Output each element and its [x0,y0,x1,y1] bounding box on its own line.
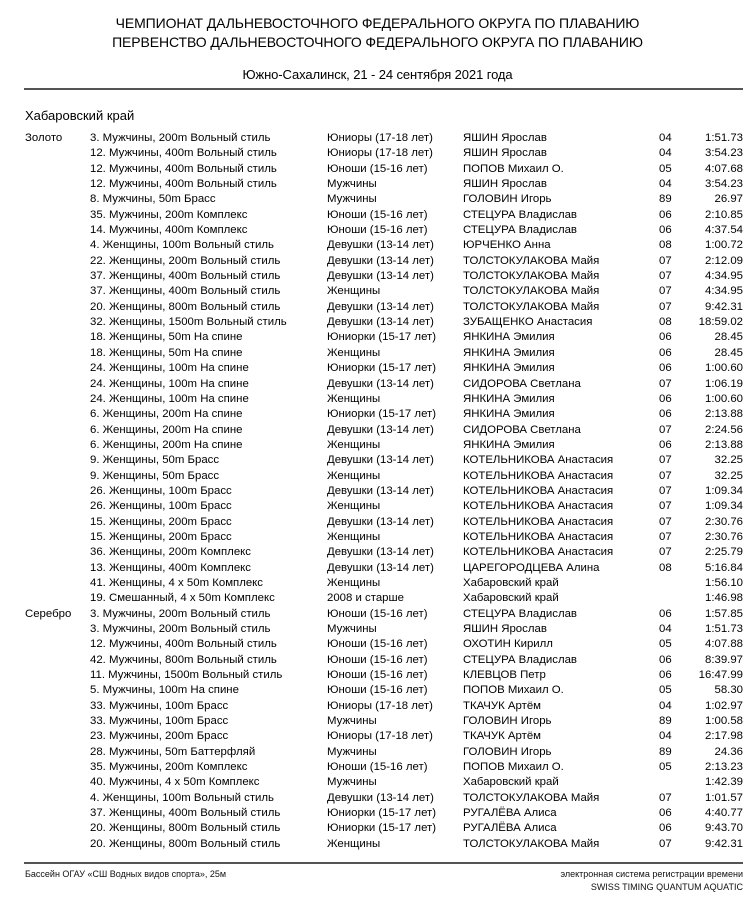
result-time: 9:43.70 [704,822,743,835]
result-row [0,637,755,652]
age-category: Девушки (13-14 лет) [327,484,434,497]
result-time: 1:01.57 [704,791,743,804]
age-category: Юноши (15-16 лет) [327,208,428,221]
result-row [0,561,755,576]
result-time: 1:51.73 [704,132,743,144]
result-row [0,469,755,484]
athlete-name: КОТЕЛЬНИКОВА Анастасия [463,500,614,513]
result-time: 5:16.84 [704,561,743,574]
birth-year: 07 [659,300,672,313]
result-time: 2:13.88 [704,408,743,421]
footer-divider [24,862,743,864]
result-row [0,714,755,729]
age-category: Юниорки (15-17 лет) [327,408,437,421]
athlete-name: ТКАЧУК Артём [463,699,541,712]
event-name: 26. Женщины, 100m Брасс [90,484,232,497]
result-row [0,775,755,790]
event-name: 40. Мужчины, 4 x 50m Комплекс [90,776,260,789]
result-time: 18:59.02 [698,316,743,329]
athlete-name: СТЕЦУРА Владислав [463,224,577,237]
athlete-name: КОТЕЛЬНИКОВА Анастасия [463,454,614,467]
event-name: 32. Женщины, 1500m Вольный стиль [90,316,287,329]
age-category: Девушки (13-14 лет) [327,791,434,804]
result-time: 1:46.98 [704,592,743,605]
birth-year: 07 [659,423,672,436]
birth-year: 07 [659,837,672,850]
result-time: 8:39.97 [704,653,743,666]
result-row [0,760,755,775]
result-row [0,453,755,468]
birth-year: 04 [659,623,672,635]
event-name: 18. Женщины, 50m На спине [90,346,243,359]
event-name: 15. Женщины, 200m Брасс [90,515,232,528]
age-category: Женщины [327,576,381,589]
age-category: Женщины [327,500,381,513]
athlete-name: ПОПОВ Михаил О. [463,162,564,175]
result-row [0,330,755,345]
athlete-name: ЮРЧЕНКО Анна [463,239,551,252]
event-name: 37. Женщины, 400m Вольный стиль [90,807,281,820]
results-list [0,131,755,852]
header-divider [24,88,743,90]
result-row [0,837,755,852]
event-name: 4. Женщины, 100m Вольный стиль [90,791,274,804]
result-row [0,515,755,530]
result-row [0,729,755,744]
event-name: 11. Мужчины, 1500m Вольный стиль [90,669,283,682]
result-row [0,668,755,683]
result-row [0,223,755,238]
result-row [0,192,755,207]
age-category: Девушки (13-14 лет) [327,423,434,436]
birth-year: 89 [659,745,672,758]
athlete-name: КОТЕЛЬНИКОВА Анастасия [463,484,614,497]
birth-year: 04 [659,147,672,160]
result-time: 1:02.97 [704,699,743,712]
event-name: 8. Мужчины, 50m Брасс [90,193,216,206]
result-time: 58.30 [714,684,743,697]
result-row [0,545,755,560]
age-category: Юниоры (17-18 лет) [327,730,433,743]
region-heading: Хабаровский край [25,108,135,123]
age-category: 2008 и старше [327,592,404,605]
birth-year: 07 [659,454,672,467]
result-time: 4:34.95 [704,270,743,283]
birth-year: 04 [659,699,672,712]
result-row [0,484,755,499]
athlete-name: ГОЛОВИН Игорь [463,193,552,206]
result-time: 1:56.10 [704,576,743,589]
result-time: 32.25 [714,454,743,467]
athlete-name: РУГАЛЁВА Алиса [463,807,557,820]
result-row [0,745,755,760]
event-name: 36. Женщины, 200m Комплекс [90,546,251,559]
result-time: 4:07.68 [704,162,743,175]
age-category: Юноши (15-16 лет) [327,684,428,697]
event-name: 6. Женщины, 200m На спине [90,423,243,436]
birth-year: 07 [659,469,672,482]
age-category: Женщины [327,469,381,482]
birth-year: 04 [659,132,672,144]
birth-year: 07 [659,254,672,267]
athlete-name: СИДОРОВА Светлана [463,423,581,436]
result-row [0,377,755,392]
athlete-name: ГОЛОВИН Игорь [463,715,552,728]
athlete-name: ЯШИН Ярослав [463,178,547,191]
result-row [0,499,755,514]
birth-year: 07 [659,270,672,283]
age-category: Женщины [327,837,381,850]
result-time: 1:09.34 [704,484,743,497]
result-row [0,315,755,330]
result-row [0,269,755,284]
birth-year: 07 [659,285,672,298]
birth-year: 07 [659,377,672,390]
age-category: Юноши (15-16 лет) [327,669,428,682]
athlete-name: ТКАЧУК Артём [463,730,541,743]
result-row [0,254,755,269]
event-name: 4. Женщины, 100m Вольный стиль [90,239,274,252]
birth-year: 07 [659,484,672,497]
event-name: 20. Женщины, 800m Вольный стиль [90,837,281,850]
birth-year: 05 [659,761,672,774]
age-category: Юноши (15-16 лет) [327,761,428,774]
junior-championship-title: ПЕРВЕНСТВО ДАЛЬНЕВОСТОЧНОГО ФЕДЕРАЛЬНОГО ОКРУГА ПО ПЛАВАНИЮ [112,34,643,50]
age-category: Женщины [327,392,381,405]
birth-year: 06 [659,408,672,421]
event-name: 5. Мужчины, 100m На спине [90,684,239,697]
result-time: 1:00.58 [704,715,743,728]
athlete-name: СИДОРОВА Светлана [463,377,581,390]
result-time: 28.45 [714,346,743,359]
birth-year: 89 [659,715,672,728]
result-time: 2:30.76 [704,530,743,543]
athlete-name: ОХОТИН Кирилл [463,638,553,651]
athlete-name: ЯНКИНА Эмилия [463,346,555,359]
athlete-name: КОТЕЛЬНИКОВА Анастасия [463,515,614,528]
result-time: 9:42.31 [704,837,743,850]
athlete-name: ЗУБАЩЕНКО Анастасия [463,316,593,329]
age-category: Юноши (15-16 лет) [327,162,428,175]
event-name: 28. Мужчины, 50m Баттерфляй [90,745,256,758]
birth-year: 06 [659,669,672,682]
athlete-name: ТОЛСТОКУЛАКОВА Майя [463,300,600,313]
result-row [0,177,755,192]
result-row [0,407,755,422]
result-row [0,576,755,591]
birth-year: 89 [659,193,672,206]
birth-year: 08 [659,316,672,329]
birth-year: 05 [659,162,672,175]
athlete-name: ПОПОВ Михаил О. [463,684,564,697]
event-name: 37. Женщины, 400m Вольный стиль [90,270,281,283]
age-category: Мужчины [327,776,377,789]
athlete-name: КОТЕЛЬНИКОВА Анастасия [463,469,614,482]
result-time: 2:17.98 [704,730,743,743]
event-name: 41. Женщины, 4 x 50m Комплекс [90,576,263,589]
event-name: 13. Женщины, 400m Комплекс [90,561,251,574]
athlete-name: ЯНКИНА Эмилия [463,408,555,421]
event-name: 23. Мужчины, 200m Брасс [90,730,229,743]
birth-year: 06 [659,224,672,237]
result-row [0,423,755,438]
event-name: 24. Женщины, 100m На спине [90,362,249,375]
athlete-name: ГОЛОВИН Игорь [463,745,552,758]
age-category: Юниоры (17-18 лет) [327,699,433,712]
event-name: 12. Мужчины, 400m Вольный стиль [90,162,277,175]
result-time: 24.36 [714,745,743,758]
age-category: Юноши (15-16 лет) [327,653,428,666]
birth-year: 05 [659,684,672,697]
age-category: Женщины [327,285,381,298]
result-time: 2:12.09 [704,254,743,267]
age-category: Мужчины [327,623,377,635]
result-row [0,607,755,622]
result-row [0,806,755,821]
age-category: Юниорки (15-17 лет) [327,331,437,344]
birth-year: 06 [659,438,672,451]
result-time: 28.45 [714,331,743,344]
result-time: 4:37.54 [704,224,743,237]
athlete-name: КЛЕВЦОВ Петр [463,669,546,682]
result-row [0,346,755,361]
result-time: 1:42.39 [704,776,743,789]
athlete-name: ЯНКИНА Эмилия [463,362,555,375]
location-date: Южно-Сахалинск, 21 - 24 сентября 2021 года [242,67,513,82]
athlete-name: Хабаровский край [463,592,559,605]
result-time: 1:57.85 [704,607,743,620]
event-name: 15. Женщины, 200m Брасс [90,530,232,543]
result-row [0,699,755,714]
age-category: Мужчины [327,715,377,728]
athlete-name: ПОПОВ Михаил О. [463,761,564,774]
age-category: Юноши (15-16 лет) [327,607,428,620]
result-row [0,530,755,545]
result-time: 3:54.23 [704,147,743,160]
result-row [0,791,755,806]
athlete-name: ТОЛСТОКУЛАКОВА Майя [463,791,600,804]
result-time: 4:34.95 [704,285,743,298]
age-category: Юноши (15-16 лет) [327,224,428,237]
result-row [0,131,755,146]
athlete-name: КОТЕЛЬНИКОВА Анастасия [463,546,614,559]
birth-year: 04 [659,730,672,743]
age-category: Мужчины [327,178,377,191]
birth-year: 07 [659,515,672,528]
result-time: 4:07.88 [704,638,743,651]
result-time: 2:30.76 [704,515,743,528]
result-time: 2:10.85 [704,208,743,221]
age-category: Женщины [327,438,381,451]
birth-year: 08 [659,561,672,574]
result-time: 1:00.72 [704,239,743,252]
athlete-name: ТОЛСТОКУЛАКОВА Майя [463,254,600,267]
event-name: 6. Женщины, 200m На спине [90,408,243,421]
age-category: Юниорки (15-17 лет) [327,822,437,835]
event-name: 33. Мужчины, 100m Брасс [90,699,229,712]
athlete-name: СТЕЦУРА Владислав [463,653,577,666]
athlete-name: ТОЛСТОКУЛАКОВА Майя [463,270,600,283]
result-time: 2:13.23 [704,761,743,774]
event-name: 12. Мужчины, 400m Вольный стиль [90,638,277,651]
athlete-name: ЯНКИНА Эмилия [463,438,555,451]
age-category: Юниорки (15-17 лет) [327,807,437,820]
result-row [0,300,755,315]
birth-year: 07 [659,546,672,559]
event-name: 37. Женщины, 400m Вольный стиль [90,285,281,298]
result-row [0,653,755,668]
event-name: 22. Женщины, 200m Вольный стиль [90,254,281,267]
birth-year: 06 [659,208,672,221]
event-name: 3. Мужчины, 200m Вольный стиль [90,623,271,635]
age-category: Девушки (13-14 лет) [327,239,434,252]
event-name: 33. Мужчины, 100m Брасс [90,715,229,728]
result-row [0,284,755,299]
birth-year: 06 [659,362,672,375]
athlete-name: ЯШИН Ярослав [463,132,547,144]
birth-year: 06 [659,346,672,359]
result-row [0,361,755,376]
event-name: 9. Женщины, 50m Брасс [90,454,220,467]
event-name: 24. Женщины, 100m На спине [90,377,249,390]
athlete-name: ЦАРЕГОРОДЦЕВА Алина [463,561,600,574]
venue-text: Бассейн ОГАУ «СШ Водных видов спорта», 25м [25,869,227,879]
athlete-name: Хабаровский край [463,776,559,789]
birth-year: 08 [659,239,672,252]
event-name: 14. Мужчины, 400m Комплекс [90,224,248,237]
timing-system-text: электронная система регистрации времени [560,869,743,879]
age-category: Юниорки (15-17 лет) [327,362,437,375]
age-category: Женщины [327,530,381,543]
athlete-name: ЯНКИНА Эмилия [463,392,555,405]
result-row [0,208,755,223]
event-name: 12. Мужчины, 400m Вольный стиль [90,147,277,160]
result-time: 1:06.19 [704,377,743,390]
event-name: 3. Мужчины, 200m Вольный стиль [90,132,271,144]
event-name: 35. Мужчины, 200m Комплекс [90,208,248,221]
athlete-name: СТЕЦУРА Владислав [463,607,577,620]
birth-year: 04 [659,178,672,191]
birth-year: 07 [659,500,672,513]
result-time: 3:54.23 [704,178,743,191]
result-row [0,392,755,407]
result-time: 4:40.77 [704,807,743,820]
result-row [0,146,755,161]
birth-year: 06 [659,807,672,820]
event-name: 3. Мужчины, 200m Вольный стиль [90,607,271,620]
age-category: Девушки (13-14 лет) [327,546,434,559]
birth-year: 05 [659,638,672,651]
birth-year: 06 [659,607,672,620]
result-row [0,622,755,637]
event-name: 26. Женщины, 100m Брасс [90,500,232,513]
result-row [0,238,755,253]
timing-brand-text: SWISS TIMING QUANTUM AQUATIC [590,882,743,892]
age-category: Девушки (13-14 лет) [327,561,434,574]
result-time: 1:09.34 [704,500,743,513]
result-row [0,162,755,177]
age-category: Мужчины [327,745,377,758]
event-name: 18. Женщины, 50m На спине [90,331,243,344]
event-name: 20. Женщины, 800m Вольный стиль [90,300,281,313]
age-category: Юноши (15-16 лет) [327,638,428,651]
athlete-name: СТЕЦУРА Владислав [463,208,577,221]
birth-year: 07 [659,791,672,804]
age-category: Девушки (13-14 лет) [327,454,434,467]
birth-year: 06 [659,392,672,405]
age-category: Мужчины [327,193,377,206]
event-name: 42. Мужчины, 800m Вольный стиль [90,653,277,666]
result-time: 2:13.88 [704,438,743,451]
athlete-name: ТОЛСТОКУЛАКОВА Майя [463,285,600,298]
result-time: 1:00.60 [704,392,743,405]
result-row [0,821,755,836]
result-time: 26.97 [714,193,743,206]
result-time: 1:51.73 [704,623,743,635]
event-name: 12. Мужчины, 400m Вольный стиль [90,178,277,191]
athlete-name: РУГАЛЁВА Алиса [463,822,557,835]
age-category: Девушки (13-14 лет) [327,300,434,313]
birth-year: 07 [659,530,672,543]
result-time: 16:47.99 [698,669,743,682]
result-time: 1:00.60 [704,362,743,375]
age-category: Женщины [327,346,381,359]
age-category: Девушки (13-14 лет) [327,377,434,390]
event-name: 20. Женщины, 800m Вольный стиль [90,822,281,835]
age-category: Юниоры (17-18 лет) [327,147,433,160]
result-time: 9:42.31 [704,300,743,313]
medal-label: Серебро [25,607,72,620]
athlete-name: ЯНКИНА Эмилия [463,331,555,344]
result-time: 32.25 [714,469,743,482]
athlete-name: ЯШИН Ярослав [463,147,547,160]
event-name: 19. Смешанный, 4 x 50m Комплекс [90,592,275,605]
athlete-name: ЯШИН Ярослав [463,623,547,635]
age-category: Девушки (13-14 лет) [327,270,434,283]
result-time: 2:24.56 [704,423,743,436]
age-category: Юниоры (17-18 лет) [327,132,433,144]
athlete-name: КОТЕЛЬНИКОВА Анастасия [463,530,614,543]
result-row [0,683,755,698]
event-name: 24. Женщины, 100m На спине [90,392,249,405]
result-row [0,438,755,453]
result-row [0,591,755,606]
age-category: Девушки (13-14 лет) [327,316,434,329]
birth-year: 06 [659,331,672,344]
event-name: 35. Мужчины, 200m Комплекс [90,761,248,774]
athlete-name: Хабаровский край [463,576,559,589]
athlete-name: ТОЛСТОКУЛАКОВА Майя [463,837,600,850]
birth-year: 06 [659,822,672,835]
result-time: 2:25.79 [704,546,743,559]
event-name: 6. Женщины, 200m На спине [90,438,243,451]
age-category: Девушки (13-14 лет) [327,254,434,267]
age-category: Девушки (13-14 лет) [327,515,434,528]
championship-title: ЧЕМПИОНАТ ДАЛЬНЕВОСТОЧНОГО ФЕДЕРАЛЬНОГО ОКРУГА ПО ПЛАВАНИЮ [115,15,640,31]
birth-year: 06 [659,653,672,666]
medal-label: Золото [25,132,63,144]
event-name: 9. Женщины, 50m Брасс [90,469,220,482]
